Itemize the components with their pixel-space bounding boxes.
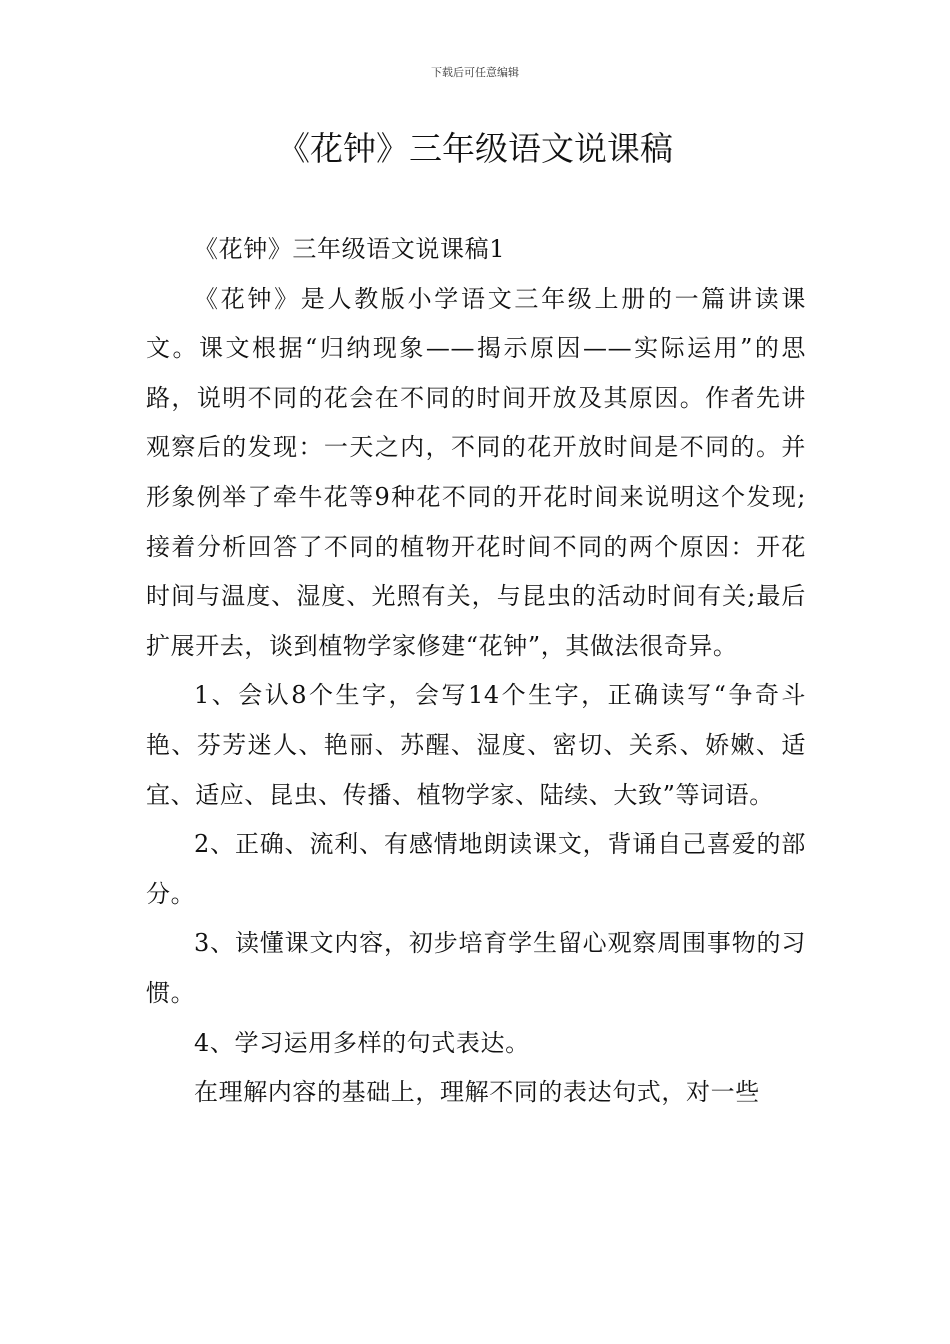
paragraph-intro: 《花钟》是人教版小学语文三年级上册的一篇讲读课文。课文根据“归纳现象——揭示原因——实际运用”的思路，说明不同的花会在不同的时间开放及其原因。作者先讲观察后的发现：一天之内，不同的花开放时间是不同的。并形象例举了牵牛花等9种花不同的开花时间来说明这个发现;接着分析回答了不同的植物开花时间不同的两个原因：开花时间与温度、湿度、光照有关，与昆虫的活动时间有关;最后扩展开去，谈到植物学家修建“花钟”，其做法很奇异。	[146, 284, 806, 660]
paragraph-continuation: 在理解内容的基础上，理解不同的表达句式，对一些	[194, 1078, 760, 1107]
paragraph-subtitle: 《花钟》三年级语文说课稿1	[194, 235, 506, 263]
paragraph-goal-3: 3、读懂课文内容，初步培育学生留心观察周围事物的习惯。	[146, 929, 806, 1007]
paragraph-goal-1: 1、会认8个生字，会写14个生字，正确读写“争奇斗艳、芬芳迷人、艳丽、苏醒、湿度、密切、关系、娇嫩、适宜、适应、昆虫、传播、植物学家、陆续、大致”等词语。	[146, 681, 806, 809]
document-title: 《花钟》三年级语文说课稿	[277, 129, 673, 168]
paragraph-goal-4: 4、学习运用多样的句式表达。	[194, 1028, 530, 1057]
document-body	[146, 225, 806, 1118]
header-note: 下载后可任意编辑	[431, 66, 519, 79]
paragraph-goal-2: 2、正确、流利、有感情地朗读课文，背诵自己喜爱的部分。	[146, 830, 806, 908]
